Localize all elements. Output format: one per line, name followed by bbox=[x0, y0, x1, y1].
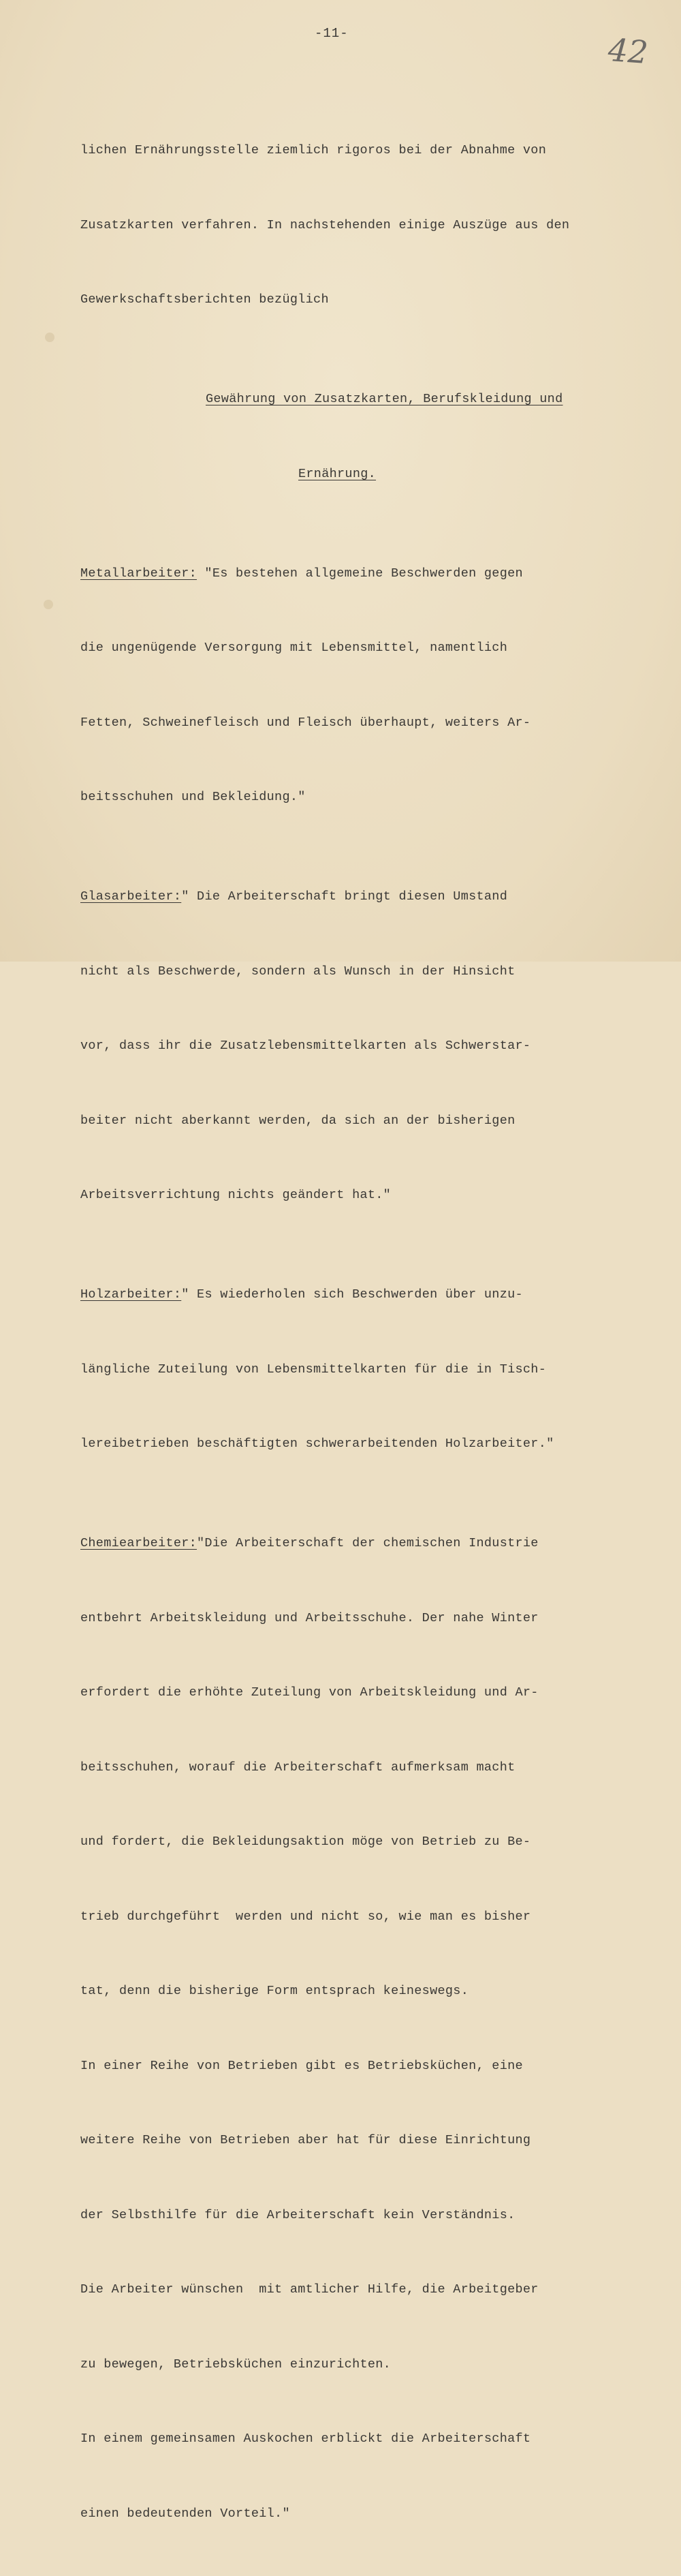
punch-hole-mark bbox=[44, 600, 53, 609]
text-line: Glasarbeiter:" Die Arbeiterschaft bringt diesen Umstand bbox=[80, 889, 508, 904]
text-line: trieb durchgeführt werden und nicht so, wie man es bisher bbox=[80, 1909, 531, 1924]
section-label-chemiearbeiter: Chemiearbeiter: bbox=[80, 1536, 197, 1550]
text-line: beitsschuhen und Bekleidung." bbox=[80, 790, 306, 804]
section-heading bbox=[80, 387, 646, 412]
text-line: Metallarbeiter: "Es bestehen allgemeine Beschwerden gegen bbox=[80, 566, 523, 581]
page-number: -11- bbox=[315, 26, 349, 41]
text-line: In einem gemeinsamen Auskochen erblickt die Arbeiterschaft bbox=[80, 2432, 531, 2446]
heading-text: Ernährung. bbox=[298, 466, 377, 481]
text-line: die ungenügende Versorgung mit Lebensmittel, namentlich bbox=[80, 641, 508, 655]
text-line: nicht als Beschwerde, sondern als Wunsch in der Hinsicht bbox=[80, 964, 516, 979]
heading-text: Gewährung von Zusatzkarten, Berufskleidung und bbox=[206, 392, 563, 406]
text-line: zu bewegen, Betriebsküchen einzurichten. bbox=[80, 2357, 392, 2372]
text-line: Zusatzkarten verfahren. In nachstehenden einige Auszüge aus den bbox=[80, 217, 570, 232]
section-heading bbox=[80, 462, 646, 487]
text-line: der Selbsthilfe für die Arbeiterschaft kein Verständnis. bbox=[80, 2207, 516, 2222]
text-line: Gewerkschaftsberichten bezüglich bbox=[80, 292, 329, 307]
section-label-metallarbeiter: Metallarbeiter: bbox=[80, 566, 197, 581]
text-line: beiter nicht aberkannt werden, da sich an der bisherigen bbox=[80, 1113, 516, 1128]
text-line: lereibetrieben beschäftigten schwerarbeitenden Holzarbeiter." bbox=[80, 1437, 554, 1451]
text-line: Chemiearbeiter:"Die Arbeiterschaft der chemischen Industrie bbox=[80, 1536, 539, 1550]
text-line: und fordert, die Bekleidungsaktion möge von Betrieb zu Be- bbox=[80, 1835, 531, 1849]
text-line: Fetten, Schweinefleisch und Fleisch überhaupt, weiters Ar- bbox=[80, 715, 531, 730]
text-line: Arbeitsverrichtung nichts geändert hat." bbox=[80, 1188, 392, 1202]
text-line: beitsschuhen, worauf die Arbeiterschaft aufmerksam macht bbox=[80, 1760, 516, 1775]
text-line: In einer Reihe von Betrieben gibt es Betriebsküchen, eine bbox=[80, 2058, 523, 2073]
text-line: tat, denn die bisherige Form entsprach keineswegs. bbox=[80, 1984, 469, 1998]
handwritten-folio-number: 42 bbox=[607, 31, 650, 71]
text-line: längliche Zuteilung von Lebensmittelkarten für die in Tisch- bbox=[80, 1362, 547, 1377]
text-line: vor, dass ihr die Zusatzlebensmittelkarten als Schwerstar- bbox=[80, 1039, 531, 1053]
text-line: weitere Reihe von Betrieben aber hat für diese Einrichtung bbox=[80, 2133, 531, 2147]
text-line: Holzarbeiter:" Es wiederholen sich Beschwerden über unzu- bbox=[80, 1287, 523, 1302]
text-line: Die Arbeiter wünschen mit amtlicher Hilfe, die Arbeitgeber bbox=[80, 2282, 539, 2297]
text-line: erfordert die erhöhte Zuteilung von Arbeitskleidung und Ar- bbox=[80, 1685, 539, 1700]
punch-hole-mark bbox=[45, 333, 54, 342]
text-line: lichen Ernährungsstelle ziemlich rigoros bei der Abnahme von bbox=[80, 143, 547, 157]
typed-body bbox=[80, 89, 646, 2576]
section-label-holzarbeiter: Holzarbeiter: bbox=[80, 1287, 182, 1302]
text-line: einen bedeutenden Vorteil." bbox=[80, 2506, 290, 2521]
text-line: entbehrt Arbeitskleidung und Arbeitsschuhe. Der nahe Winter bbox=[80, 1610, 539, 1625]
section-label-glasarbeiter: Glasarbeiter: bbox=[80, 889, 182, 904]
